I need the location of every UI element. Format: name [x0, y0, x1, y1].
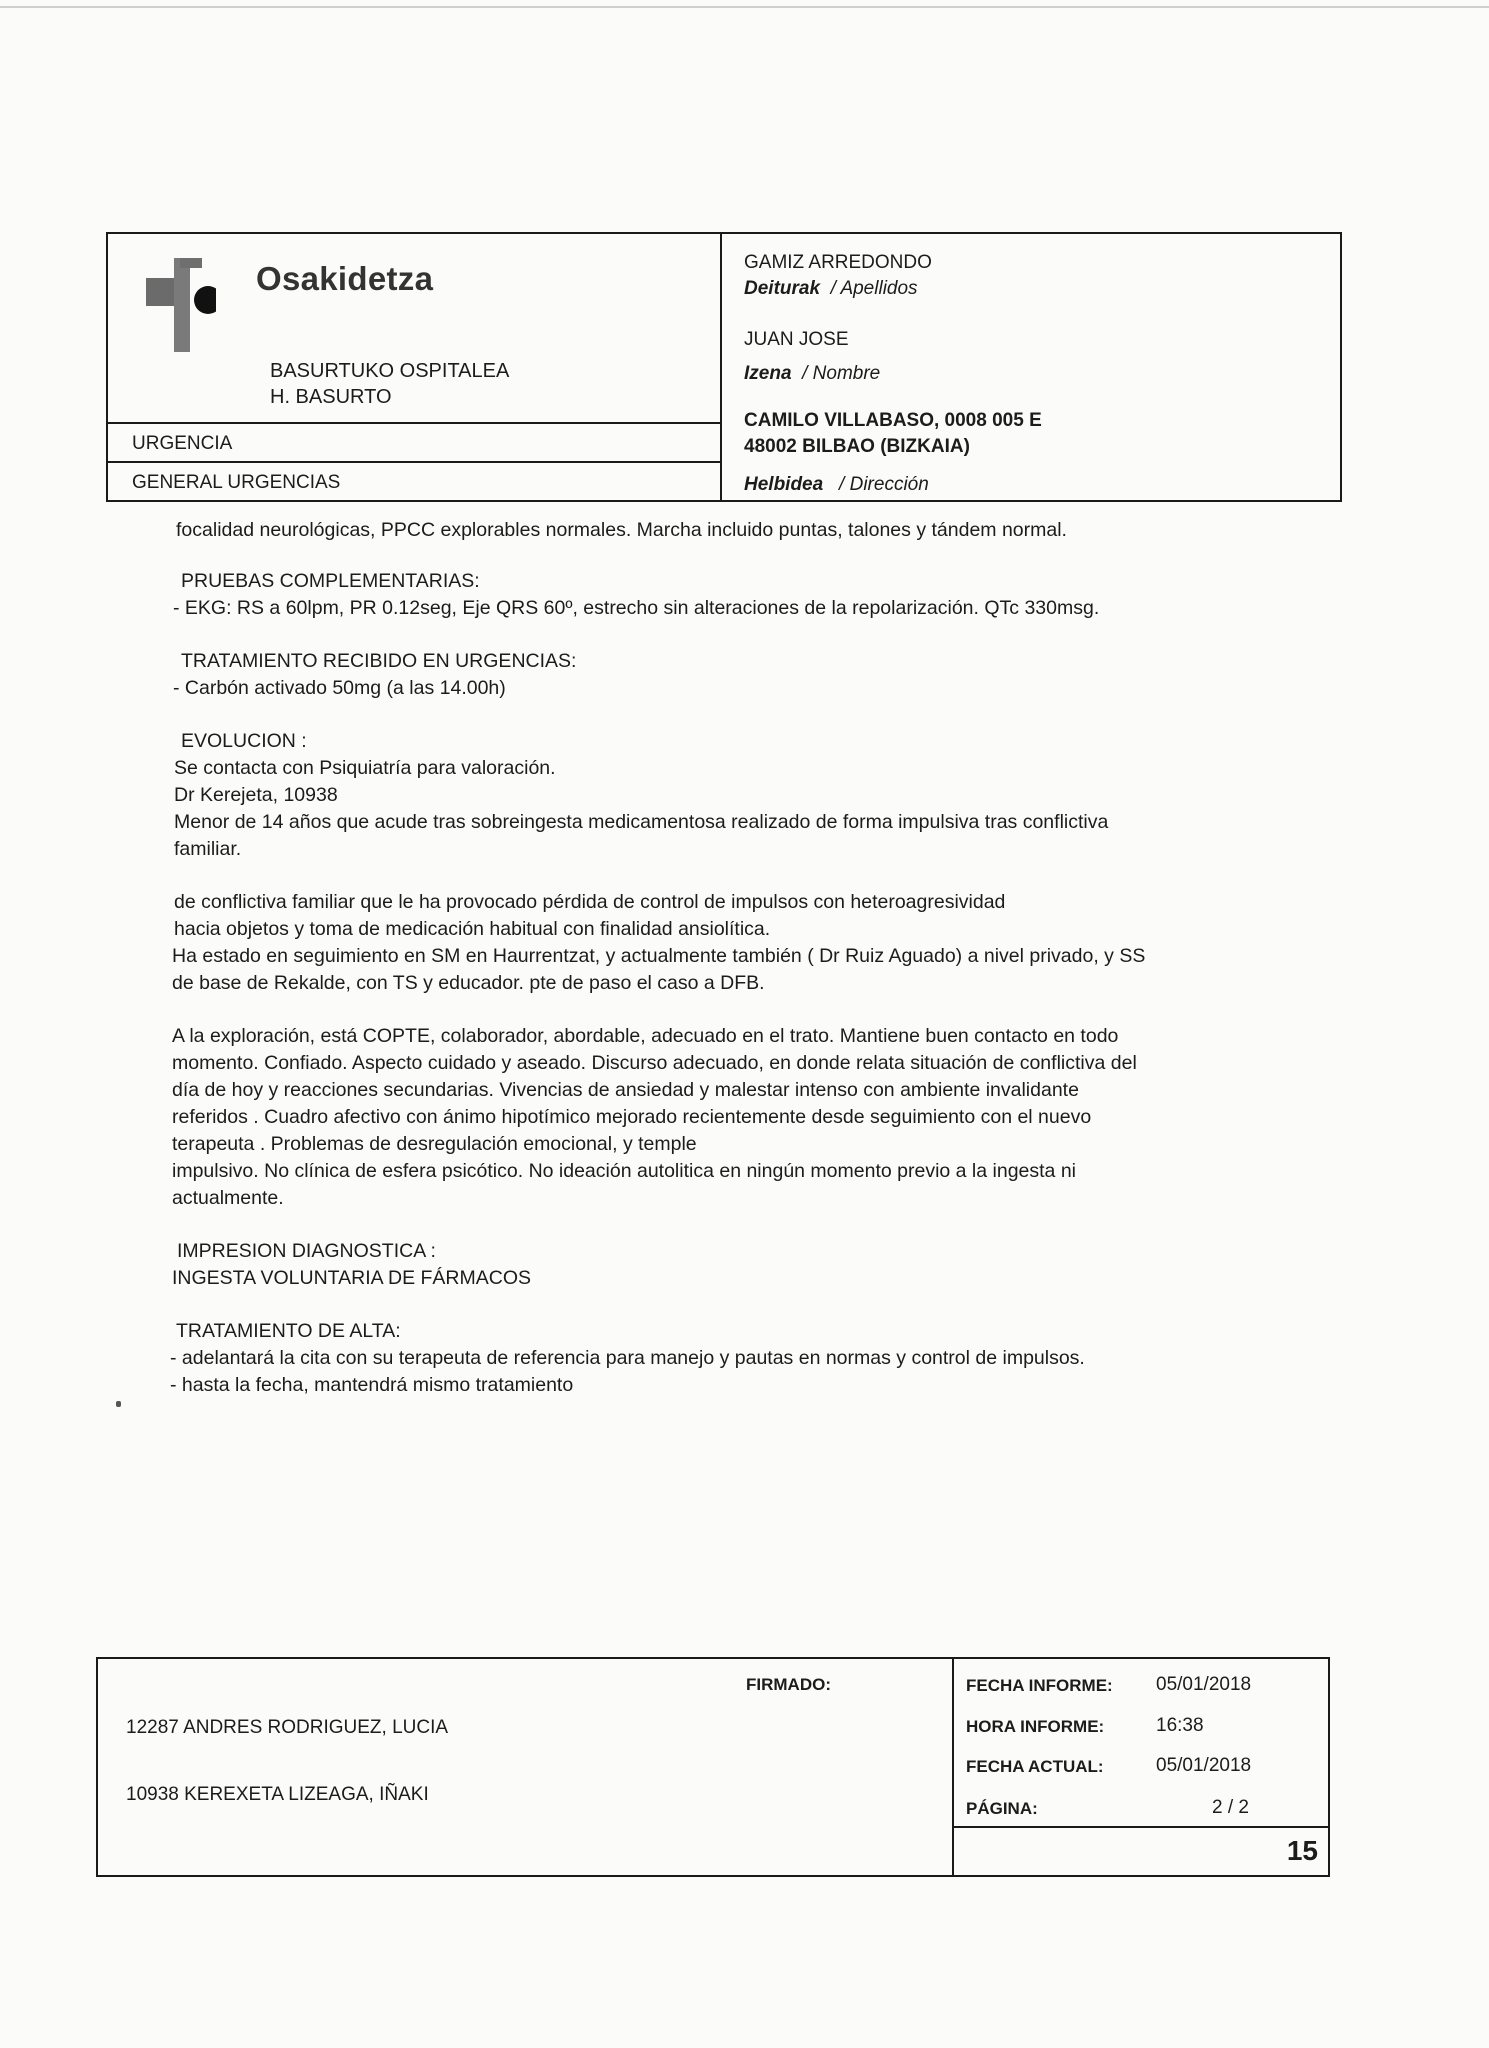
address-line-1: CAMILO VILLABASO, 0008 005 E [744, 410, 1042, 431]
patient-surname: GAMIZ ARREDONDO [744, 252, 932, 273]
section-heading: TRATAMIENTO RECIBIDO EN URGENCIAS: [181, 650, 577, 672]
hospital-name: BASURTUKO OSPITALEA [270, 360, 510, 382]
report-line: terapeuta . Problemas de desregulación emocional, y temple [172, 1133, 697, 1155]
service-label: URGENCIA [132, 433, 233, 454]
section-heading: EVOLUCION : [181, 730, 307, 752]
current-date-label: FECHA ACTUAL: [966, 1757, 1104, 1776]
diagnosis-text: INGESTA VOLUNTARIA DE FÁRMACOS [172, 1267, 532, 1289]
footer-divider [952, 1659, 954, 1875]
section-heading: PRUEBAS COMPLEMENTARIAS: [181, 570, 480, 592]
report-line: A la exploración, está COPTE, colaborador, abordable, adecuado en el trato. Mantiene buen contacto en todo [172, 1025, 1119, 1047]
signer-1: 12287 ANDRES RODRIGUEZ, LUCIA [126, 1717, 449, 1738]
report-date-value: 05/01/2018 [1156, 1674, 1252, 1695]
report-line: Se contacta con Psiquiatría para valoración. [174, 757, 556, 779]
report-line: - EKG: RS a 60lpm, PR 0.12seg, Eje QRS 60º, estrecho sin alteraciones de la repolarización. QTc 330msg. [173, 597, 1100, 619]
name-label-es: / Nombre [802, 363, 881, 384]
report-time-label: HORA INFORME: [966, 1717, 1105, 1736]
patient-name: JUAN JOSE [744, 329, 849, 350]
section-heading: TRATAMIENTO DE ALTA: [176, 1320, 401, 1342]
report-line: referidos . Cuadro afectivo con ánimo hipotímico mejorado recientemente desde seguimiento con el nuevo [172, 1106, 1092, 1128]
header-rule [108, 422, 720, 424]
report-line: impulsivo. No clínica de esfera psicótico. No ideación autolitica en ningún momento previo a la ingesta ni [172, 1160, 1076, 1182]
unit-label: GENERAL URGENCIAS [132, 472, 341, 493]
signature-footer [96, 1657, 1330, 1877]
patient-header [106, 232, 1342, 502]
page-value: 2 / 2 [1212, 1797, 1249, 1818]
scan-speck [116, 1401, 121, 1407]
hospital-short-name: H. BASURTO [270, 386, 392, 408]
report-line: actualmente. [172, 1187, 284, 1209]
report-line: - hasta la fecha, mantendrá mismo tratamiento [170, 1374, 574, 1396]
report-line: familiar. [174, 838, 242, 860]
address-label-es: / Dirección [839, 474, 929, 495]
name-label-eu: Izena [744, 363, 792, 384]
sheet-number: 15 [1286, 1835, 1318, 1866]
report-line: Ha estado en seguimiento en SM en Haurrentzat, y actualmente también ( Dr Ruiz Aguado) a nivel privado, y SS [172, 945, 1146, 967]
report-line: momento. Confiado. Aspecto cuidado y aseado. Discurso adecuado, en donde relata situación de conflictiva del [172, 1052, 1137, 1074]
signed-label: FIRMADO: [746, 1675, 831, 1694]
surname-label-es: / Apellidos [830, 278, 918, 299]
report-line: Menor de 14 años que acude tras sobreingesta medicamentosa realizado de forma impulsiva tras conflictiva [174, 811, 1109, 833]
report-line: focalidad neurológicas, PPCC explorables normales. Marcha incluido puntas, talones y tándem normal. [176, 519, 1067, 541]
header-divider [720, 234, 722, 500]
signer-2: 10938 KEREXETA LIZEAGA, IÑAKI [126, 1784, 429, 1805]
page-label: PÁGINA: [966, 1799, 1038, 1818]
osakidetza-logo-icon [146, 258, 216, 352]
surname-label-eu: Deiturak [744, 278, 821, 299]
report-line: Dr Kerejeta, 10938 [174, 784, 338, 806]
section-heading: IMPRESION DIAGNOSTICA : [177, 1240, 436, 1262]
report-line: de conflictiva familiar que le ha provocado pérdida de control de impulsos con heteroagresividad [174, 891, 1006, 913]
report-line: día de hoy y reacciones secundarias. Vivencias de ansiedad y malestar intenso con ambiente invalidante [172, 1079, 1079, 1101]
address-line-2: 48002 BILBAO (BIZKAIA) [744, 436, 970, 457]
scan-edge-line [0, 6, 1489, 8]
address-label-eu: Helbidea [744, 474, 824, 495]
report-time-value: 16:38 [1156, 1715, 1204, 1736]
report-line: hacia objetos y toma de medicación habitual con finalidad ansiolítica. [174, 918, 771, 940]
address-label [744, 474, 929, 496]
brand-name: Osakidetza [256, 260, 434, 297]
name-label [744, 363, 880, 385]
report-line: - Carbón activado 50mg (a las 14.00h) [173, 677, 506, 699]
report-line: de base de Rekalde, con TS y educador. pte de paso el caso a DFB. [172, 972, 765, 994]
report-line: - adelantará la cita con su terapeuta de referencia para manejo y pautas en normas y control de impulsos. [170, 1347, 1085, 1369]
header-rule [108, 461, 720, 463]
report-date-label: FECHA INFORME: [966, 1676, 1113, 1695]
footer-rule [952, 1826, 1330, 1828]
surname-label [744, 278, 918, 300]
current-date-value: 05/01/2018 [1156, 1755, 1252, 1776]
